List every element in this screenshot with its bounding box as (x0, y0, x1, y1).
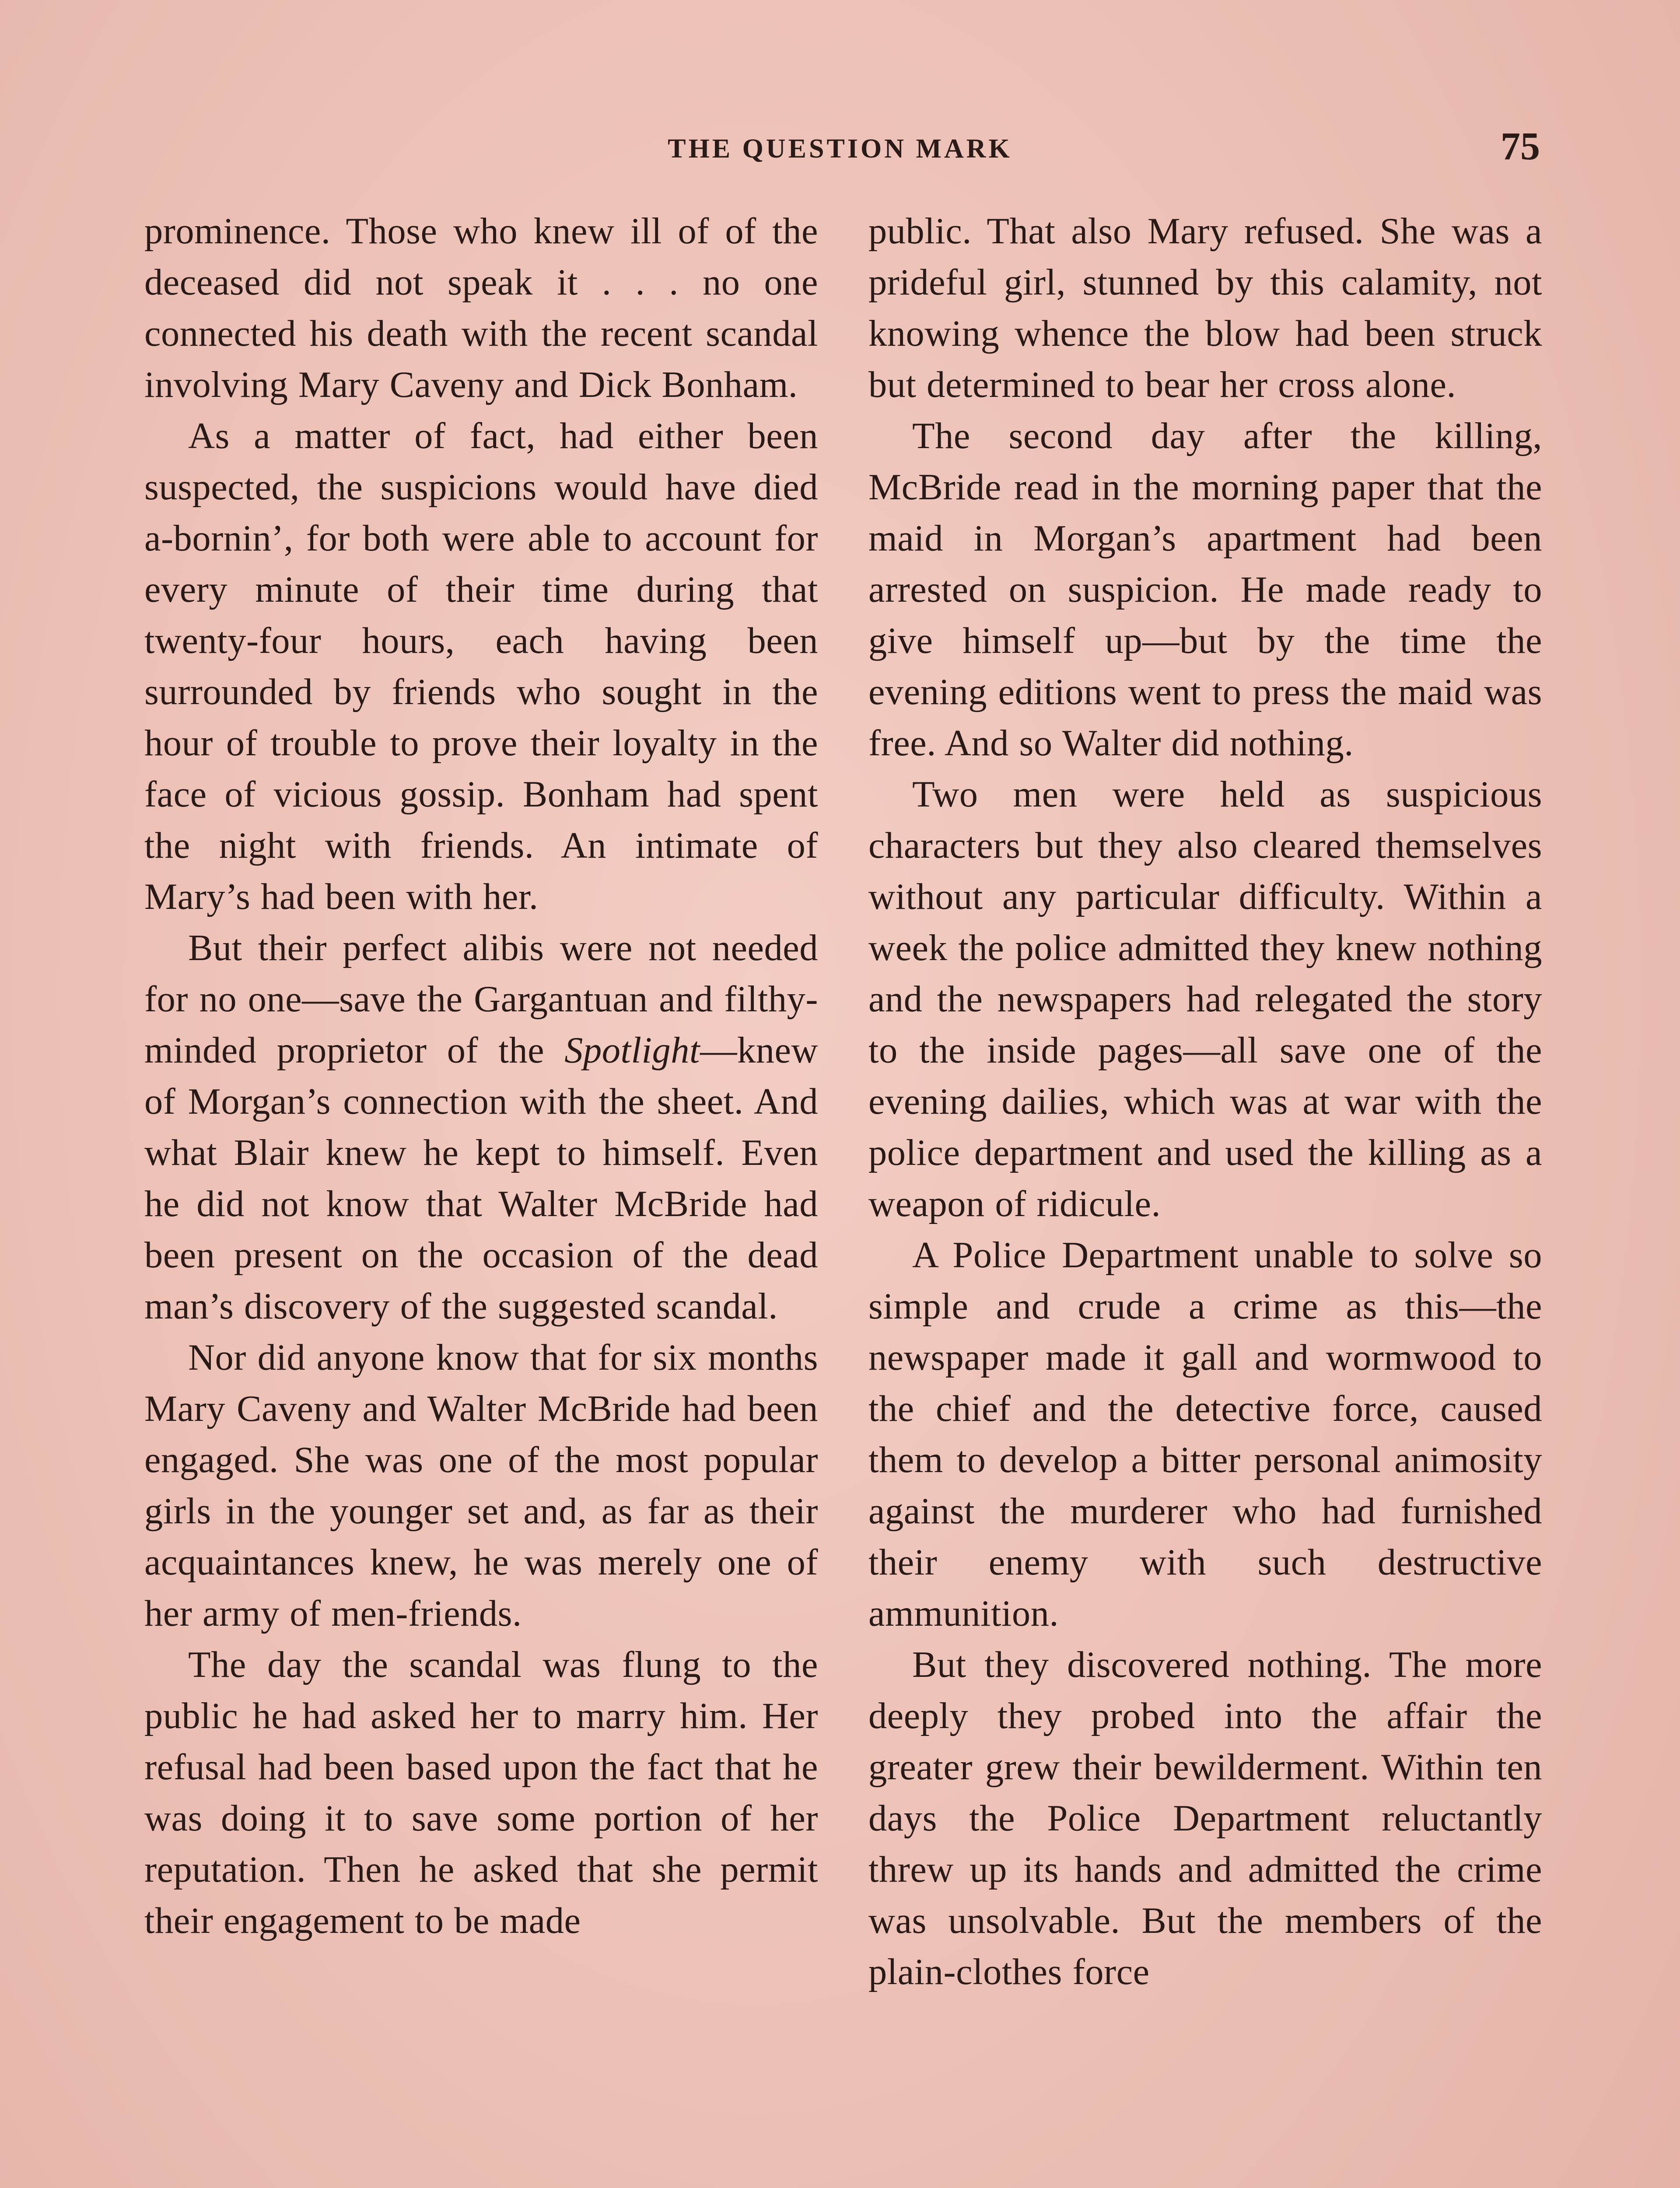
right-column (868, 206, 1542, 1998)
paragraph: But they discovered nothing. The more deeply they probed into the affair the greater grew their bewilderment. Within ten days the Police Department reluctantly threw up its hands and admitted the crime was unsolvable. But the members of the plain-clothes force (868, 1645, 1542, 1992)
paragraph: Nor did anyone know that for six months Mary Caveny and Walter McBride had been engaged. She was one of the most popular girls in the younger set and, as far as their acquaintances knew, he was merely one of her army of men-friends. (144, 1337, 818, 1634)
paragraph: Two men were held as suspicious characters but they also cleared themselves without any particular difficulty. Within a week the police admitted they knew nothing and the newspapers had relegated the story to the inside pages—all save one of the evening dailies, which was at war with the police department and used the killing as a weapon of ridicule. (868, 774, 1542, 1224)
paragraph: prominence. Those who knew ill of of the deceased did not speak it . . . no one connected his death with the recent scandal involving Mary Caveny and Dick Bonham. (144, 211, 818, 405)
paragraph: The second day after the killing, McBride read in the morning paper that the maid in Morgan’s apartment had been arrested on suspicion. He made ready to give himself up—but by the time the evening editions went to press the maid was free. And so Walter did nothing. (868, 416, 1542, 764)
paragraph: A Police Department unable to solve so simple and crude a crime as this—the newspaper made it gall and wormwood to the chief and the detective force, caused them to develop a bitter personal animosity against the murderer who had furnished their enemy with such destructive ammunition. (868, 1235, 1542, 1634)
page-number: 75 (1501, 125, 1540, 168)
paragraph-text: But their perfect alibis were not needed for no one—save the Gargantuan and filthy-minded proprietor of the (144, 928, 818, 1071)
paragraph (144, 922, 818, 1332)
paragraph: public. That also Mary refused. She was a prideful girl, stunned by this calamity, not knowing whence the blow had been struck but determined to bear her cross alone. (868, 211, 1542, 405)
italic-publication-title: Spotlight (564, 1030, 700, 1071)
running-title: THE QUESTION MARK (668, 134, 1012, 164)
paragraph: The day the scandal was flung to the public he had asked her to marry him. Her refusal had been based upon the fact that he was doing it to save some portion of her reputation. Then he asked that she permit their engagement to be made (144, 1645, 818, 1941)
paragraph-text: —knew of Morgan’s connection with the sheet. And what Blair knew he kept to himself. Even he did not know that Walter McBride had been present on the occasion of the dead man’s discovery of the suggested scandal. (144, 1030, 818, 1327)
paragraph: As a matter of fact, had either been suspected, the suspicions would have died a-bornin’, for both were able to account for every minute of their time during that twenty-four hours, each having been surrounded by friends who sought in the hour of trouble to prove their loyalty in the face of vicious gossip. Bonham had spent the night with friends. An intimate of Mary’s had been with her. (144, 416, 818, 917)
left-column (144, 206, 818, 1946)
